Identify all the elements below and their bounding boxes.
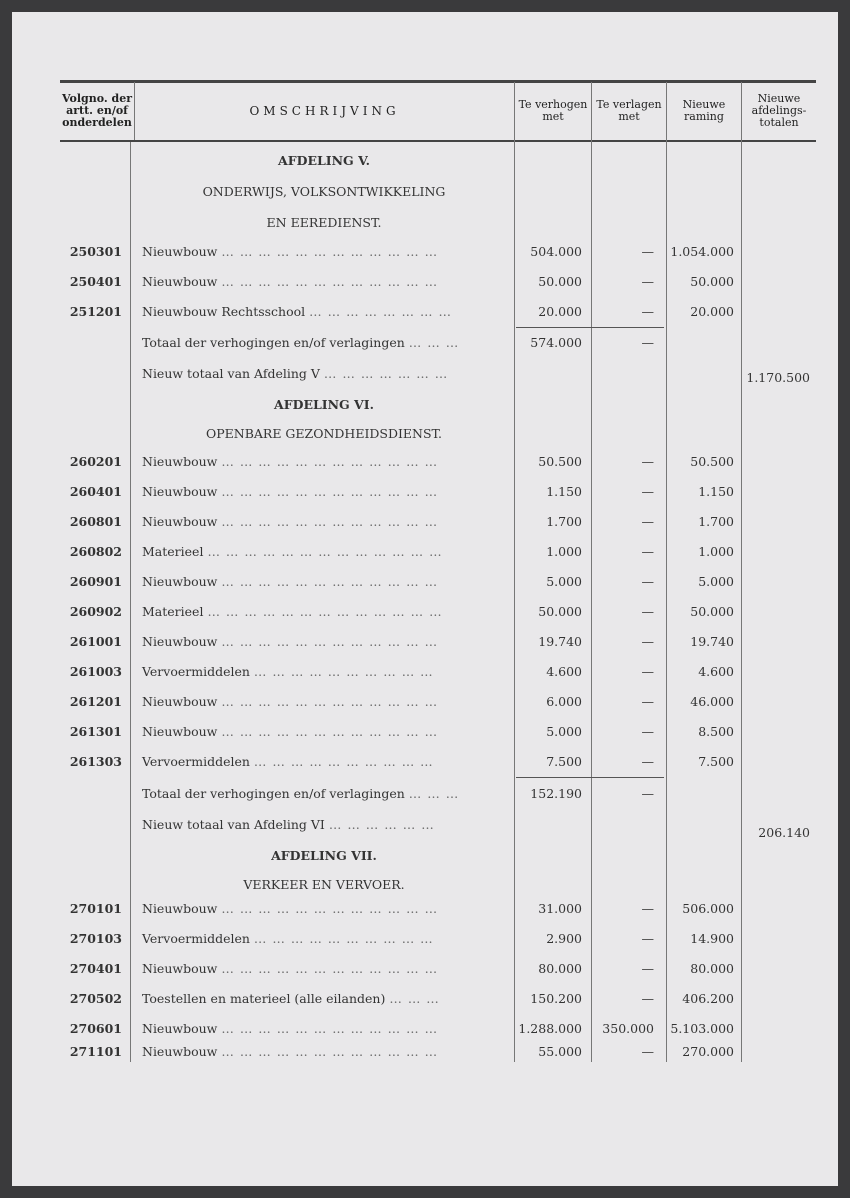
increase-value: 4.600 bbox=[546, 664, 582, 679]
decrease-value: — bbox=[641, 901, 654, 916]
row-label: Vervoermiddelen … … … … … … … … … … bbox=[142, 754, 434, 769]
new-estimate-value: 19.740 bbox=[690, 634, 734, 649]
decrease-value: — bbox=[641, 694, 654, 709]
table-row bbox=[0, 574, 850, 594]
new-estimate-value: 50.000 bbox=[690, 604, 734, 619]
increase-value: 5.000 bbox=[546, 724, 582, 739]
row-label: Materieel … … … … … … … … … … … … … bbox=[142, 544, 443, 559]
article-number: 270502 bbox=[69, 991, 122, 1006]
decrease-value: — bbox=[641, 304, 654, 319]
decrease-value: — bbox=[641, 1044, 654, 1059]
new-estimate-value: 8.500 bbox=[698, 724, 734, 739]
increase-value: 50.500 bbox=[538, 454, 582, 469]
header-new-totals: Nieuwe afdelings-totalen bbox=[751, 92, 807, 129]
new-estimate-value: 14.900 bbox=[690, 931, 734, 946]
decrease-value: — bbox=[641, 574, 654, 589]
decrease-value: — bbox=[641, 274, 654, 289]
row-label: Nieuwbouw … … … … … … … … … … … … bbox=[142, 244, 439, 259]
increase-value: 6.000 bbox=[546, 694, 582, 709]
new-section-total: 1.170.500 bbox=[746, 370, 810, 385]
row-label: Materieel … … … … … … … … … … … … … bbox=[142, 604, 443, 619]
decrease-value: — bbox=[641, 634, 654, 649]
decrease-value: — bbox=[641, 754, 654, 769]
table-row bbox=[0, 544, 850, 564]
table-row bbox=[0, 454, 850, 474]
new-estimate-value: 7.500 bbox=[698, 754, 734, 769]
row-label: Vervoermiddelen … … … … … … … … … … bbox=[142, 931, 434, 946]
article-number: 270101 bbox=[69, 901, 122, 916]
decrease-value: — bbox=[641, 991, 654, 1006]
decrease-value: — bbox=[641, 514, 654, 529]
new-estimate-value: 270.000 bbox=[682, 1044, 734, 1059]
increase-value: 19.740 bbox=[538, 634, 582, 649]
increase-value: 50.000 bbox=[538, 604, 582, 619]
row-label: Nieuwbouw … … … … … … … … … … … … bbox=[142, 1044, 439, 1059]
table-row bbox=[0, 304, 850, 324]
total-row bbox=[0, 335, 850, 355]
total-increase: 152.190 bbox=[530, 786, 582, 801]
table-row bbox=[0, 961, 850, 981]
new-estimate-value: 4.600 bbox=[698, 664, 734, 679]
table-row bbox=[0, 604, 850, 624]
article-number: 251201 bbox=[69, 304, 122, 319]
row-label: Nieuwbouw … … … … … … … … … … … … bbox=[142, 574, 439, 589]
increase-value: 50.000 bbox=[538, 274, 582, 289]
table-row bbox=[0, 634, 850, 654]
total-label: Totaal der verhogingen en/of verlagingen … … … bbox=[142, 786, 460, 801]
article-number: 260201 bbox=[69, 454, 122, 469]
decrease-value: — bbox=[641, 664, 654, 679]
header-decrease: Te verlagen met bbox=[596, 98, 662, 123]
increase-value: 80.000 bbox=[538, 961, 582, 976]
table-row bbox=[0, 931, 850, 951]
new-section-total: 206.140 bbox=[758, 825, 810, 840]
article-number: 260401 bbox=[69, 484, 122, 499]
decrease-value: — bbox=[641, 244, 654, 259]
increase-value: 5.000 bbox=[546, 574, 582, 589]
table-row bbox=[0, 664, 850, 684]
section-subtitle: VERKEER EN VERVOER. bbox=[243, 877, 405, 892]
new-estimate-value: 5.000 bbox=[698, 574, 734, 589]
new-estimate-value: 1.700 bbox=[698, 514, 734, 529]
article-number: 270601 bbox=[69, 1021, 122, 1036]
article-number: 260802 bbox=[69, 544, 122, 559]
table-row bbox=[0, 1044, 850, 1064]
decrease-value: — bbox=[641, 604, 654, 619]
increase-value: 55.000 bbox=[538, 1044, 582, 1059]
row-label: Nieuwbouw … … … … … … … … … … … … bbox=[142, 454, 439, 469]
decrease-value: — bbox=[641, 484, 654, 499]
row-label: Toestellen en materieel (alle eilanden) … … … bbox=[142, 991, 440, 1006]
header-increase: Te verhogen met bbox=[518, 98, 588, 123]
table-row bbox=[0, 694, 850, 714]
subtotal-rule bbox=[516, 327, 664, 328]
new-estimate-value: 1.150 bbox=[698, 484, 734, 499]
article-number: 250401 bbox=[69, 274, 122, 289]
increase-value: 150.200 bbox=[530, 991, 582, 1006]
table-row bbox=[0, 484, 850, 504]
row-label: Nieuwbouw … … … … … … … … … … … … bbox=[142, 901, 439, 916]
decrease-value: — bbox=[641, 544, 654, 559]
new-estimate-value: 1.000 bbox=[698, 544, 734, 559]
row-label: Nieuwbouw … … … … … … … … … … … … bbox=[142, 634, 439, 649]
section-heading: AFDELING V. bbox=[278, 153, 370, 168]
increase-value: 1.288.000 bbox=[518, 1021, 582, 1036]
new-estimate-value: 1.054.000 bbox=[670, 244, 734, 259]
row-label: Nieuwbouw … … … … … … … … … … … … bbox=[142, 961, 439, 976]
new-total-value-row bbox=[0, 825, 850, 845]
total-row bbox=[0, 786, 850, 806]
article-number: 260801 bbox=[69, 514, 122, 529]
new-estimate-value: 80.000 bbox=[690, 961, 734, 976]
new-estimate-value: 5.103.000 bbox=[670, 1021, 734, 1036]
article-number: 261001 bbox=[69, 634, 122, 649]
table-row bbox=[0, 991, 850, 1011]
article-number: 261201 bbox=[69, 694, 122, 709]
total-label: Totaal der verhogingen en/of verlagingen … … … bbox=[142, 335, 460, 350]
new-estimate-value: 506.000 bbox=[682, 901, 734, 916]
table-row bbox=[0, 244, 850, 264]
new-estimate-value: 20.000 bbox=[690, 304, 734, 319]
row-label: Nieuwbouw … … … … … … … … … … … … bbox=[142, 274, 439, 289]
new-total-label: Nieuw totaal van Afdeling V … … … … … … … bbox=[142, 366, 449, 381]
total-increase: 574.000 bbox=[530, 335, 582, 350]
new-estimate-value: 50.000 bbox=[690, 274, 734, 289]
table-row bbox=[0, 514, 850, 534]
section-heading: AFDELING VI. bbox=[274, 397, 374, 412]
increase-value: 7.500 bbox=[546, 754, 582, 769]
decrease-value: — bbox=[641, 724, 654, 739]
article-number: 260902 bbox=[69, 604, 122, 619]
table-row bbox=[0, 1021, 850, 1041]
table-row bbox=[0, 754, 850, 774]
increase-value: 2.900 bbox=[546, 931, 582, 946]
table-row bbox=[0, 274, 850, 294]
total-decrease: — bbox=[641, 786, 654, 801]
article-number: 261301 bbox=[69, 724, 122, 739]
decrease-value: 350.000 bbox=[602, 1021, 654, 1036]
total-decrease: — bbox=[641, 335, 654, 350]
row-label: Nieuwbouw … … … … … … … … … … … … bbox=[142, 514, 439, 529]
row-label: Nieuwbouw … … … … … … … … … … … … bbox=[142, 724, 439, 739]
new-estimate-value: 46.000 bbox=[690, 694, 734, 709]
new-estimate-value: 50.500 bbox=[690, 454, 734, 469]
increase-value: 1.700 bbox=[546, 514, 582, 529]
increase-value: 1.000 bbox=[546, 544, 582, 559]
table-row bbox=[0, 724, 850, 744]
increase-value: 31.000 bbox=[538, 901, 582, 916]
section-subtitle: EN EEREDIENST. bbox=[266, 215, 382, 230]
section-subtitle: ONDERWIJS, VOLKSONTWIKKELING bbox=[202, 184, 446, 199]
new-total-value-row bbox=[0, 370, 850, 390]
increase-value: 20.000 bbox=[538, 304, 582, 319]
row-label: Vervoermiddelen … … … … … … … … … … bbox=[142, 664, 434, 679]
header-bottom-rule bbox=[60, 140, 816, 142]
section-subtitle: OPENBARE GEZONDHEIDSDIENST. bbox=[205, 426, 443, 441]
article-number: 250301 bbox=[69, 244, 122, 259]
new-estimate-value: 406.200 bbox=[682, 991, 734, 1006]
increase-value: 1.150 bbox=[546, 484, 582, 499]
article-number: 271101 bbox=[69, 1044, 122, 1059]
subtotal-rule bbox=[516, 777, 664, 778]
section-heading: AFDELING VII. bbox=[271, 848, 377, 863]
article-number: 270401 bbox=[69, 961, 122, 976]
decrease-value: — bbox=[641, 931, 654, 946]
header-description: OMSCHRIJVING bbox=[249, 104, 400, 118]
header-new-estimate: Nieuwe raming bbox=[682, 98, 726, 123]
row-label: Nieuwbouw Rechtsschool … … … … … … … … bbox=[142, 304, 452, 319]
header-number: Volgno. der artt. en/of onderdelen bbox=[61, 92, 133, 129]
article-number: 270103 bbox=[69, 931, 122, 946]
row-label: Nieuwbouw … … … … … … … … … … … … bbox=[142, 694, 439, 709]
article-number: 260901 bbox=[69, 574, 122, 589]
increase-value: 504.000 bbox=[530, 244, 582, 259]
article-number: 261003 bbox=[69, 664, 122, 679]
table-row bbox=[0, 901, 850, 921]
row-label: Nieuwbouw … … … … … … … … … … … … bbox=[142, 1021, 439, 1036]
row-label: Nieuwbouw … … … … … … … … … … … … bbox=[142, 484, 439, 499]
new-total-label: Nieuw totaal van Afdeling VI … … … … … … bbox=[142, 817, 435, 832]
article-number: 261303 bbox=[69, 754, 122, 769]
decrease-value: — bbox=[641, 961, 654, 976]
decrease-value: — bbox=[641, 454, 654, 469]
